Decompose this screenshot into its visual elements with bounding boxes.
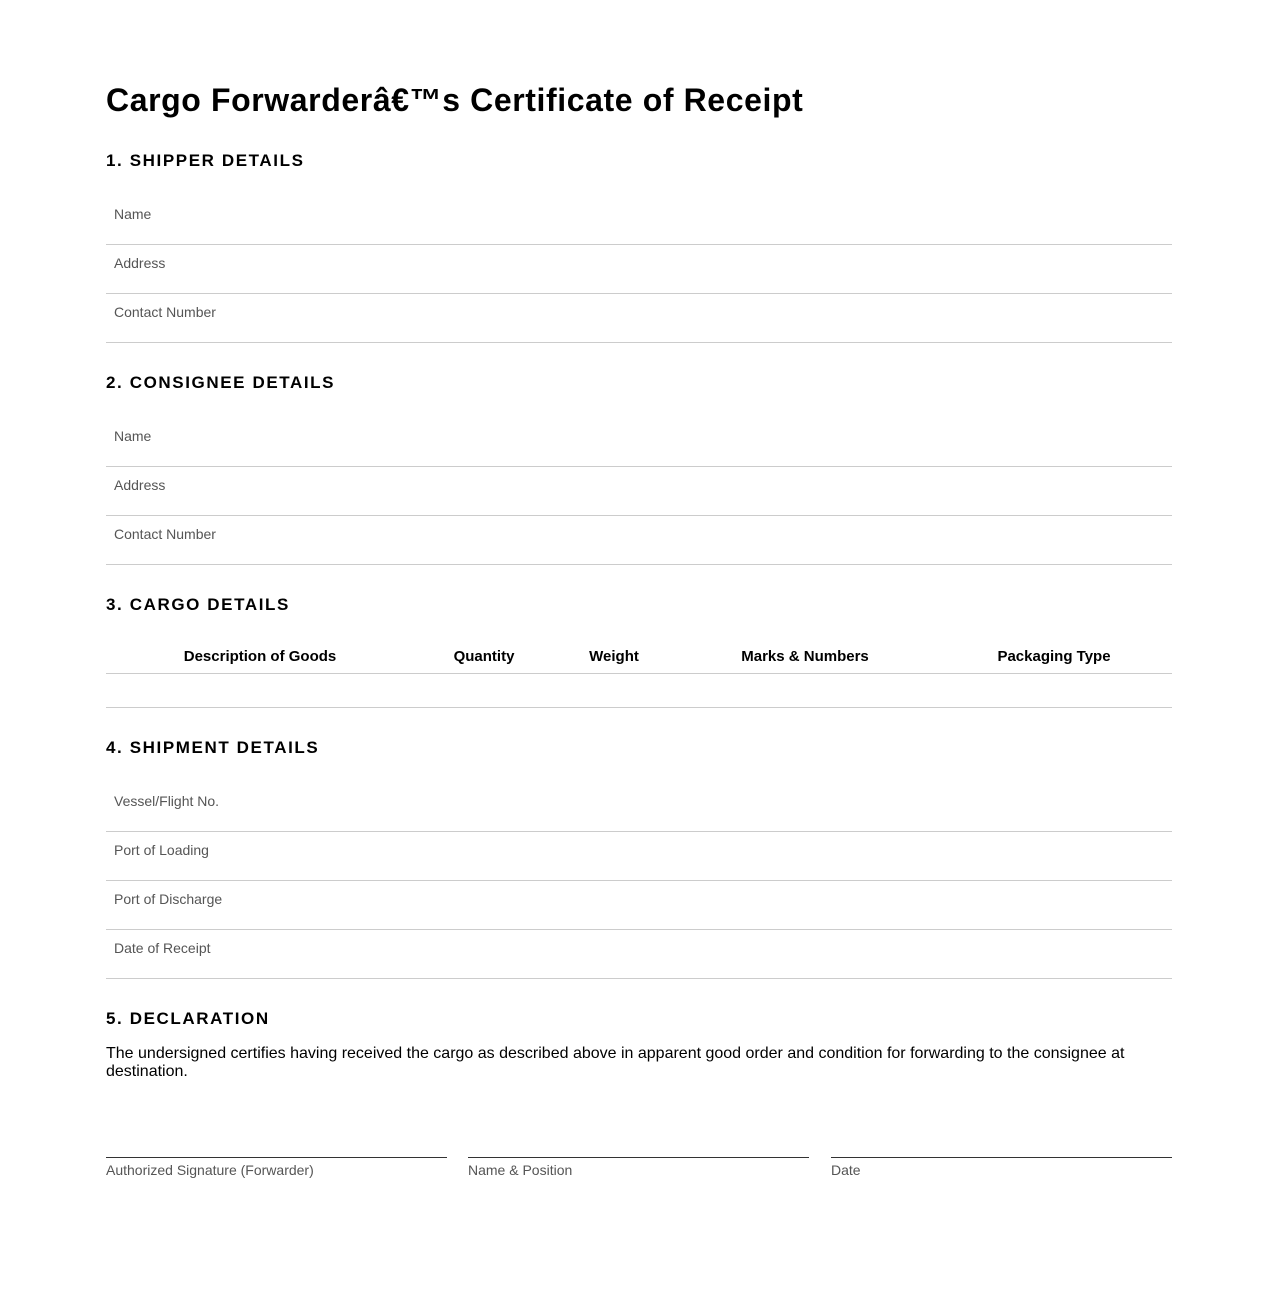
date-of-receipt-field[interactable] xyxy=(106,930,1172,979)
signature-line-name-position[interactable] xyxy=(468,1157,809,1178)
section-title-cargo: 3. CARGO DETAILS xyxy=(106,595,290,614)
field-label: Name xyxy=(114,428,152,444)
field-label: Name xyxy=(114,206,152,222)
column-header-packaging: Packaging Type xyxy=(997,648,1111,665)
vessel-flight-field[interactable] xyxy=(106,783,1172,832)
section-title-declaration: 5. DECLARATION xyxy=(106,1009,270,1028)
section-title-shipper: 1. SHIPPER DETAILS xyxy=(106,151,305,170)
port-of-discharge-field[interactable] xyxy=(106,881,1172,930)
signature-label: Date xyxy=(831,1162,861,1178)
column-header-description: Description of Goods xyxy=(183,648,337,665)
field-label: Port of Loading xyxy=(114,842,209,858)
table-row[interactable] xyxy=(106,674,1172,707)
consignee-address-field[interactable] xyxy=(106,467,1172,516)
shipper-name-field[interactable] xyxy=(106,196,1172,245)
signature-line-date[interactable] xyxy=(831,1157,1172,1178)
document-title: Cargo Forwarderâ€™s Certificate of Receipt xyxy=(106,82,804,118)
field-label: Address xyxy=(114,477,166,493)
signature-label: Name & Position xyxy=(468,1162,573,1178)
declaration-text: The undersigned certifies having received the cargo as described above in apparent good order and condition for forwarding to the consignee at destination. xyxy=(106,1045,1125,1080)
port-of-loading-field[interactable] xyxy=(106,832,1172,881)
field-label: Port of Discharge xyxy=(114,891,223,907)
consignee-name-field[interactable] xyxy=(106,418,1172,467)
field-label: Contact Number xyxy=(114,304,216,320)
consignee-contact-field[interactable] xyxy=(106,516,1172,565)
section-title-shipment: 4. SHIPMENT DETAILS xyxy=(106,738,320,757)
column-header-quantity: Quantity xyxy=(453,648,515,665)
field-label: Address xyxy=(114,255,166,271)
shipper-contact-field[interactable] xyxy=(106,294,1172,343)
signature-line-authorized[interactable] xyxy=(106,1157,447,1178)
field-label: Contact Number xyxy=(114,526,216,542)
section-title-consignee: 2. CONSIGNEE DETAILS xyxy=(106,373,336,392)
column-header-marks: Marks & Numbers xyxy=(741,648,869,665)
field-label: Date of Receipt xyxy=(114,940,211,956)
table-row-divider xyxy=(106,707,1172,708)
field-label: Vessel/Flight No. xyxy=(114,793,220,809)
signature-label: Authorized Signature (Forwarder) xyxy=(106,1162,314,1178)
column-header-weight: Weight xyxy=(589,648,639,665)
shipper-address-field[interactable] xyxy=(106,245,1172,294)
